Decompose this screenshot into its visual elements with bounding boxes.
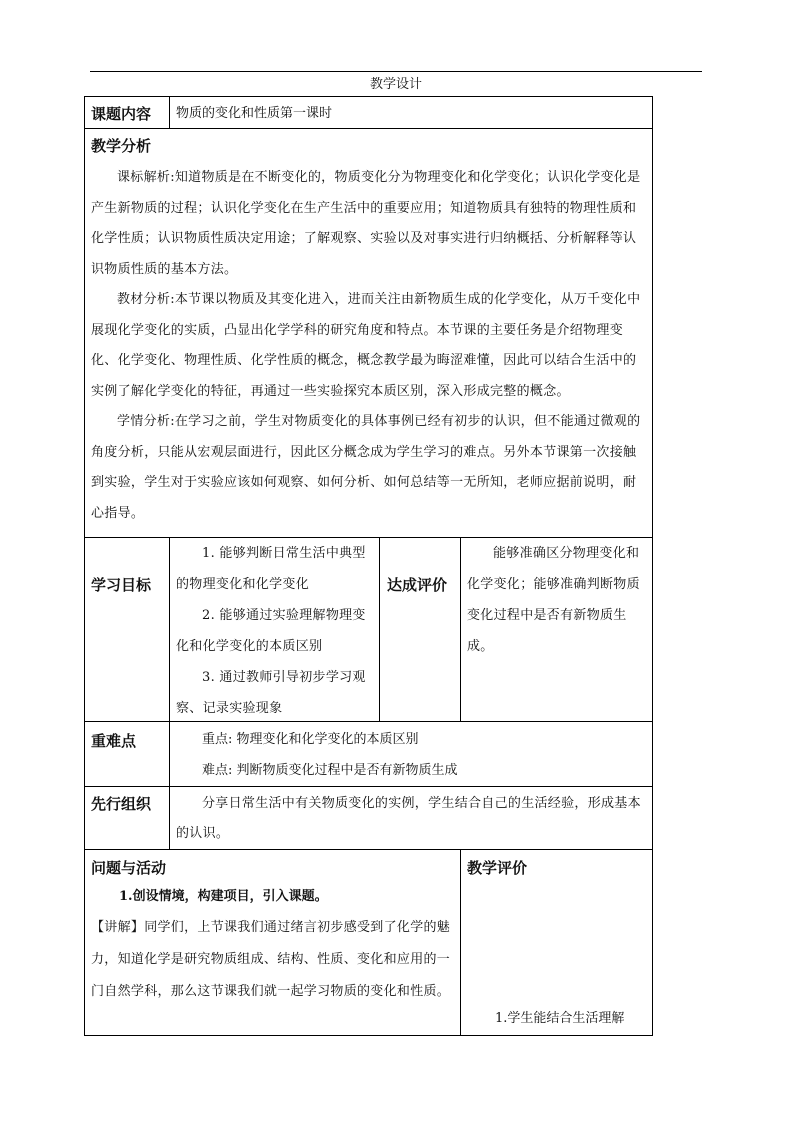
activities-lecture xyxy=(91,912,455,1008)
topic-label-cell xyxy=(84,96,170,129)
keypoints-label-cell xyxy=(84,721,170,787)
keypoints-label: 重难点 xyxy=(91,732,137,750)
eval-text: 能够准确区分物理变化和化学变化；能够准确判断物质变化过程中是否有新物质生成。 xyxy=(467,546,640,654)
keypoints-text-cell xyxy=(169,721,653,787)
goals-list xyxy=(176,538,374,724)
teaching-eval-cell xyxy=(460,849,653,1036)
header-rule xyxy=(90,71,702,72)
analysis-paragraph: 学情分析:在学习之前，学生对物质变化的具体事例已经有初步的认识，但不能通过微观的角度分析，只能从宏观层面进行，因此区分概念成为学生学习的难点。另外本节课第一次接触到实验，学生对于实验应该如何观察、如何分析、如何总结等一无所知，老师应据前说明，耐心指导。 xyxy=(91,414,641,521)
advance-text-cell xyxy=(169,786,653,850)
activities-step1: 1.创设情境，构建项目，引入课题。 xyxy=(119,889,328,904)
analysis-heading: 教学分析 xyxy=(91,137,152,155)
advance-label: 先行组织 xyxy=(91,795,152,813)
key-focus: 重点: 物理变化和化学变化的本质区别 xyxy=(202,732,419,747)
document-title: 教学设计 xyxy=(369,77,422,92)
topic-value: 物质的变化和性质第一课时 xyxy=(176,106,333,121)
goal-item: 1. 能够判断日常生活中典型的物理变化和化学变化 xyxy=(176,546,366,592)
analysis-paragraph: 教材分析:本节课以物质及其变化进入，进而关注由新物质生成的化学变化，从万千变化中展现化学变化的实质，凸显出化学学科的研究角度和特点。本节课的主要任务是介绍物理变化、化学变化、物理性质、化学性质的概念，概念教学最为晦涩难懂，因此可以结合生活中的实例了解化学变化的特征，再通过一些实验探究本质区别，深入形成完整的概念。 xyxy=(91,292,641,399)
eval-text-cell xyxy=(460,537,653,722)
teaching-eval-item: 1.学生能结合生活理解 xyxy=(495,1011,625,1026)
advance-label-cell xyxy=(84,786,170,850)
lecture-tag: 【讲解】 xyxy=(91,920,145,935)
activities-heading: 问题与活动 xyxy=(91,859,167,877)
activities-cell xyxy=(84,849,461,1036)
key-difficulty: 难点: 判断物质变化过程中是否有新物质生成 xyxy=(202,763,458,778)
goals-label: 学习目标 xyxy=(91,576,152,594)
teaching-eval-heading: 教学评价 xyxy=(467,859,528,877)
eval-label: 达成评价 xyxy=(387,576,448,594)
lecture-text: 同学们，上节课我们通过绪言初步感受到了化学的魅力，知道化学是研究物质组成、结构、性质、变化和应用的一门自然学科，那么这节课我们就一起学习物质的变化和性质。 xyxy=(91,920,451,999)
advance-text: 分享日常生活中有关物质变化的实例，学生结合自己的生活经验，形成基本的认识。 xyxy=(176,796,641,841)
analysis-body xyxy=(91,163,647,529)
topic-value-cell xyxy=(169,96,653,129)
eval-label-cell xyxy=(379,537,461,722)
goal-item: 3. 通过教师引导初步学习观察、记录实验现象 xyxy=(176,670,366,716)
goal-item: 2. 能够通过实验理解物理变化和化学变化的本质区别 xyxy=(176,608,366,654)
topic-label: 课题内容 xyxy=(91,105,152,123)
analysis-paragraph: 课标解析:知道物质是在不断变化的，物质变化分为物理变化和化学变化；认识化学变化是产生新物质的过程；认识化学变化在生产生活中的重要应用；知道物质具有独特的物理性质和化学性质；认识物质性质决定用途；了解观察、实验以及对事实进行归纳概括、分析解释等认识物质性质的基本方法。 xyxy=(91,170,641,277)
analysis-cell xyxy=(84,128,653,538)
goals-list-cell xyxy=(169,537,380,722)
goals-label-cell xyxy=(84,537,170,722)
